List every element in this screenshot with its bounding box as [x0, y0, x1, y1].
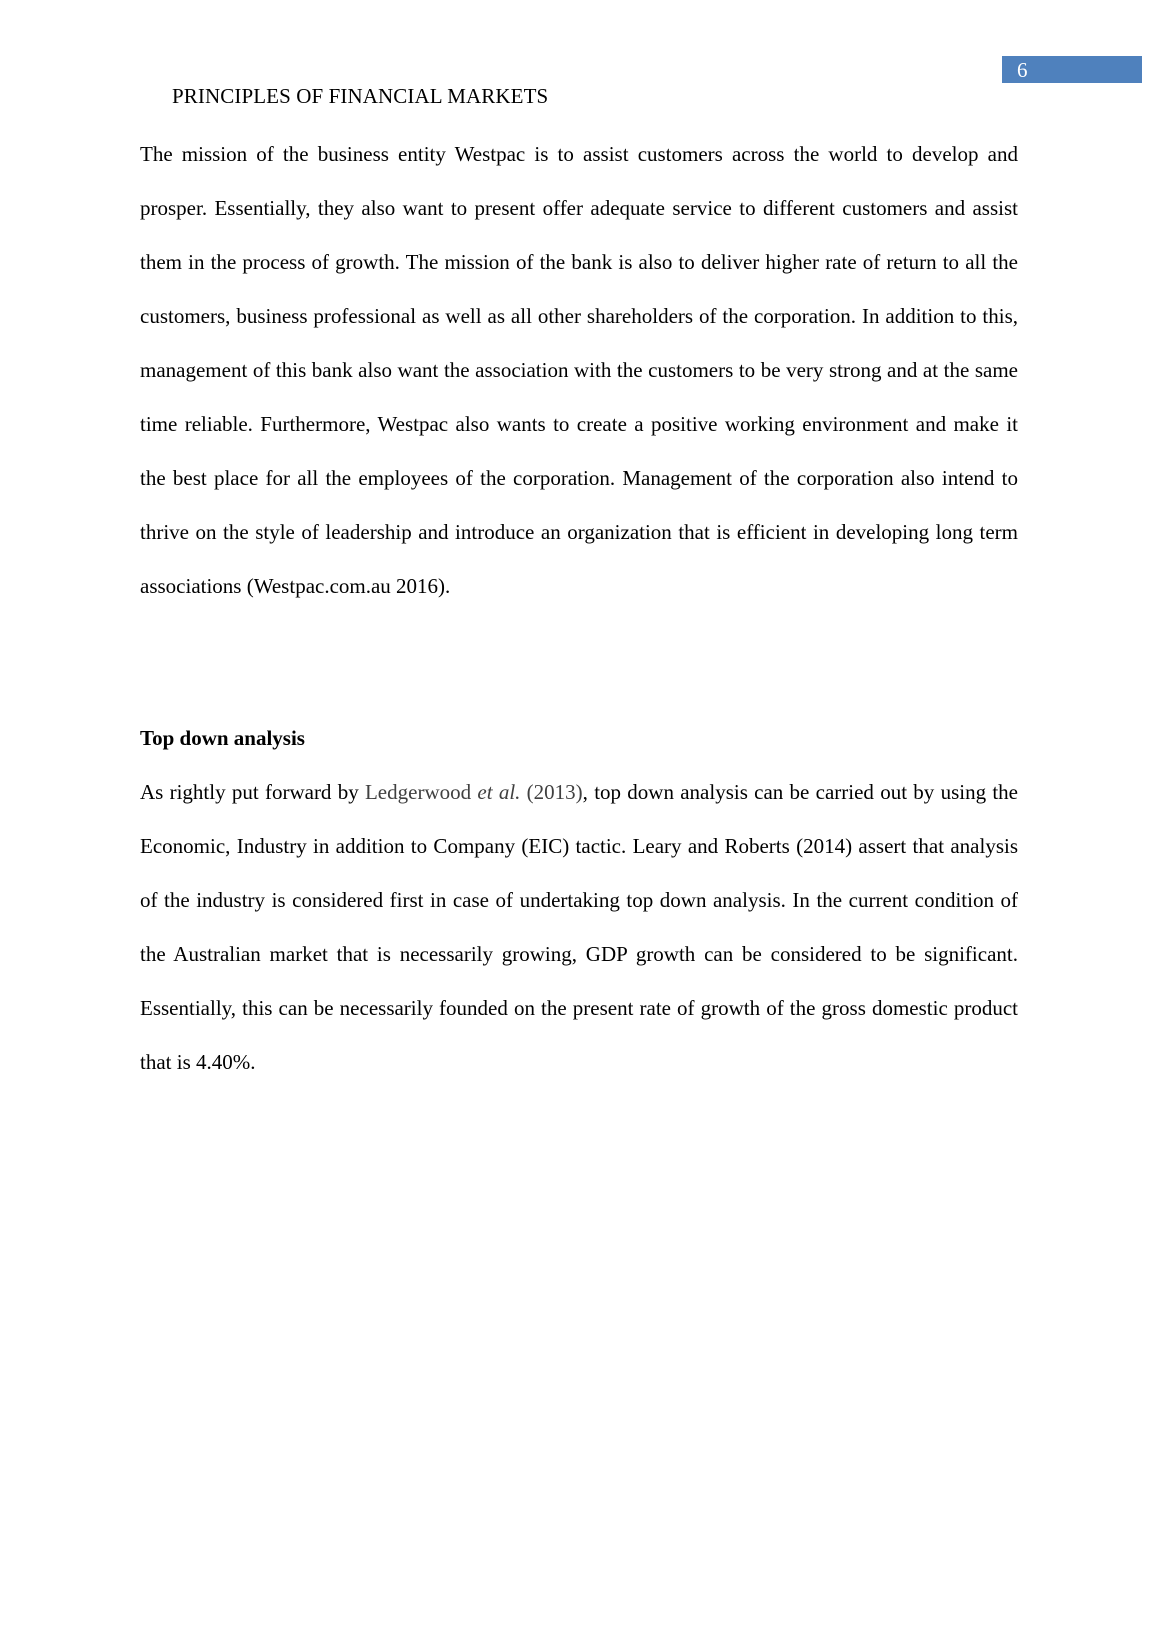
- mission-paragraph: The mission of the business entity Westpac is to assist customers across the world to develop and prosper. Essentially, they also want to present offer adequate service to different customers and assist them in the process of growth. The mission of the bank is also to deliver higher rate of return to all the customers, business professional as well as all other shareholders of the corporation. In addition to this, management of this bank also want the association with the customers to be very strong and at the same time reliable. Furthermore, Westpac also wants to create a positive working environment and make it the best place for all the employees of the corporation. Management of the corporation also intend to thrive on the style of leadership and introduce an organization that is efficient in developing long term associations (Westpac.com.au 2016).: [140, 142, 1018, 598]
- running-head: PRINCIPLES OF FINANCIAL MARKETS: [172, 84, 549, 108]
- top-down-paragraph: [140, 765, 1018, 1089]
- section-heading-top-down-analysis: Top down analysis: [140, 726, 305, 750]
- page-number: 6: [1017, 58, 1028, 82]
- paragraph-rest: , top down analysis can be carried out by using the Economic, Industry in addition to Company (EIC) tactic. Leary and Roberts (2014) assert that analysis of the industry is considered first in case of undertaking top down analysis. In the current condition of the Australian market that is necessarily growing, GDP growth can be considered to be significant. Essentially, this can be necessarily founded on the present rate of growth of the gross domestic product that is 4.40%.: [140, 780, 1018, 1074]
- paragraph-intro: As rightly put forward by: [140, 780, 365, 804]
- citation-et-al: et al.: [477, 780, 521, 804]
- page-number-box: [1002, 56, 1142, 83]
- citation-year: (2013): [520, 780, 583, 804]
- citation-author: Ledgerwood: [364, 780, 478, 804]
